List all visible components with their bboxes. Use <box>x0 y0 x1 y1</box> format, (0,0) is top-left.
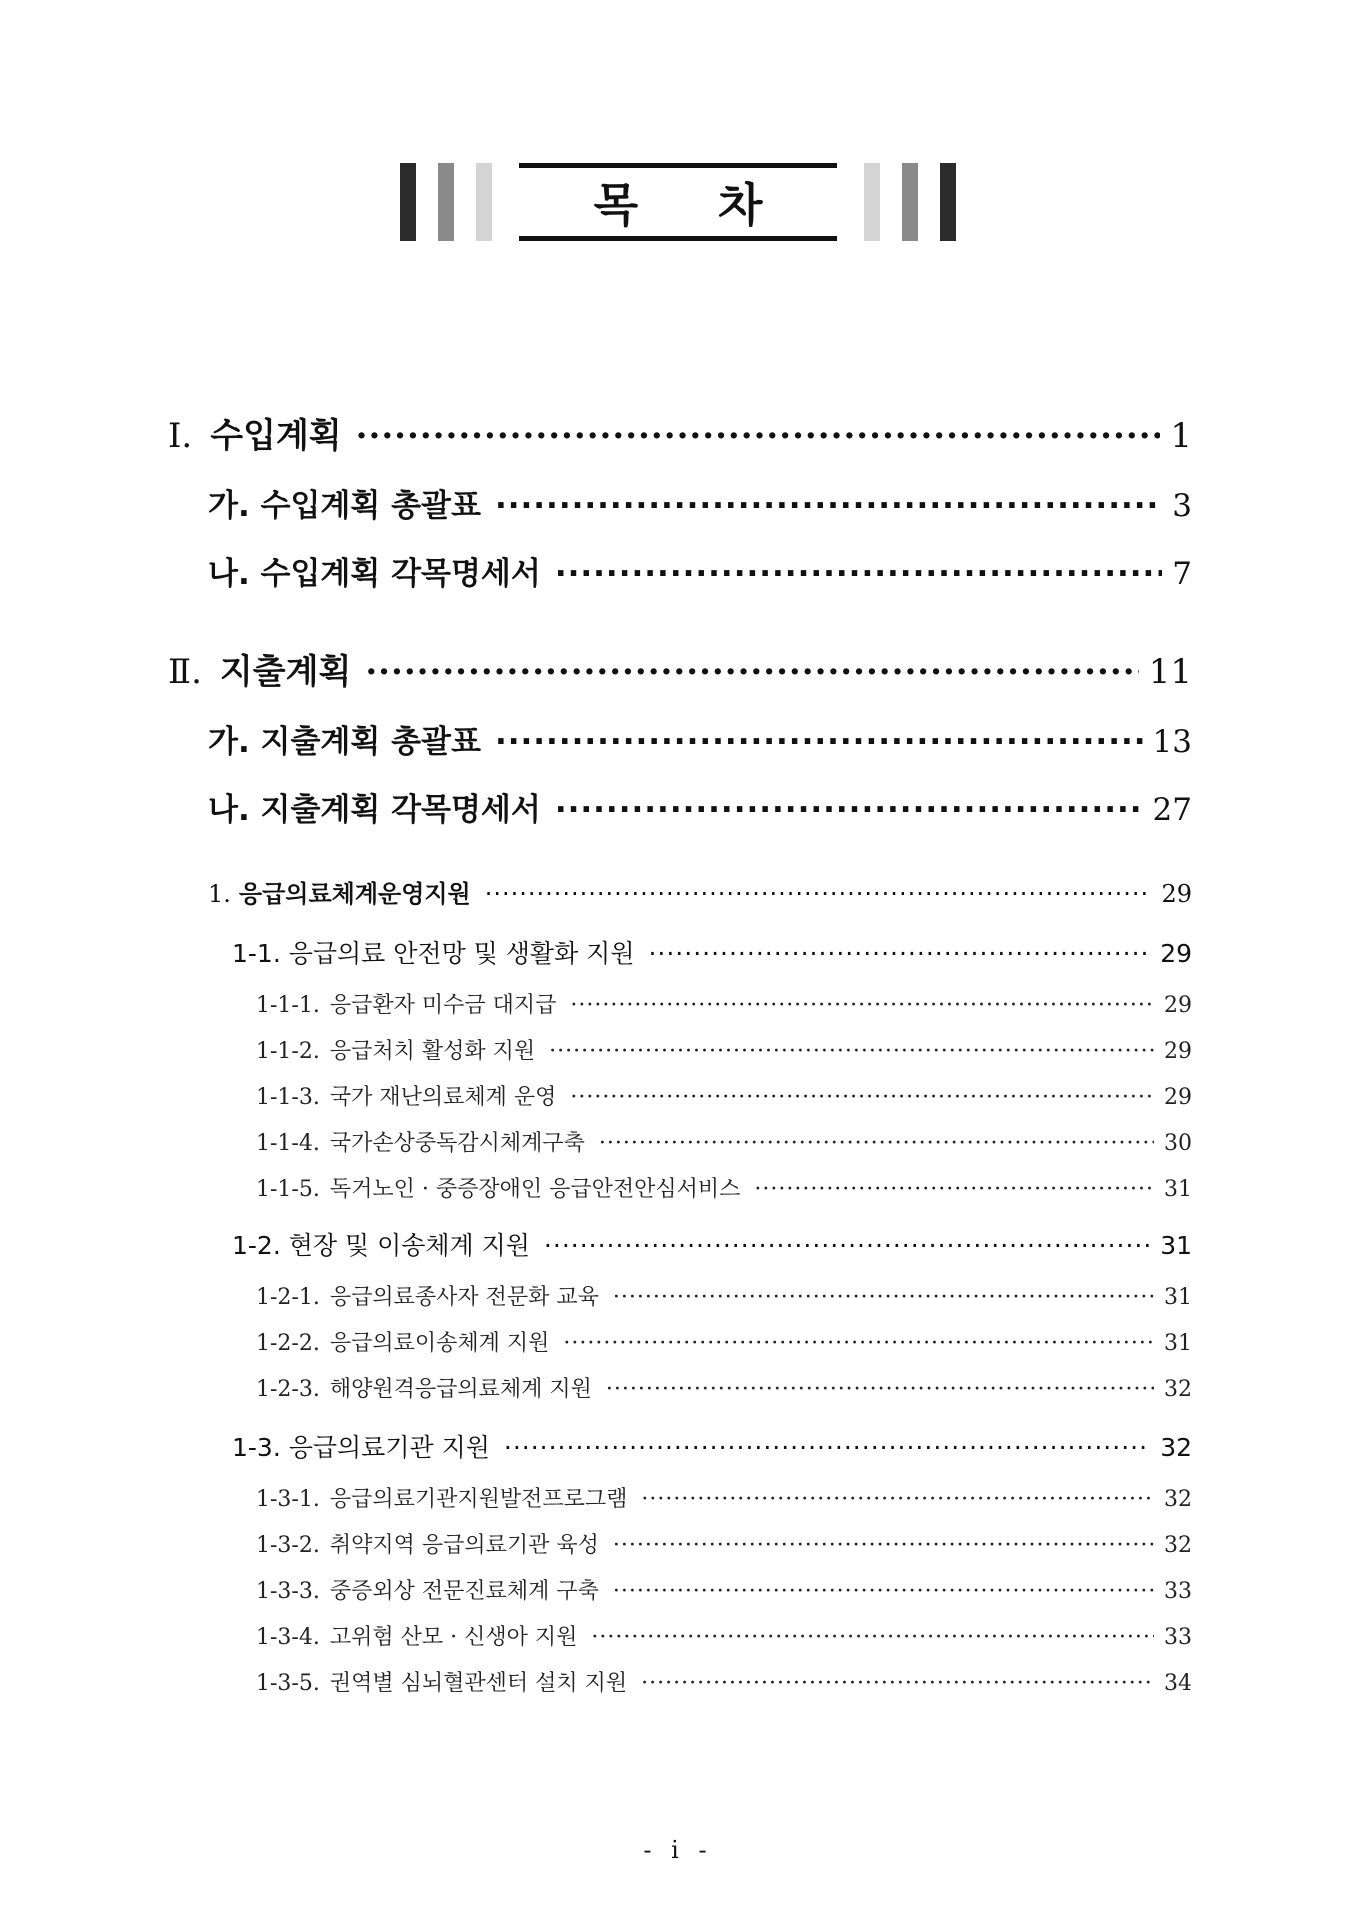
toc-section-title: 지출계획 <box>219 652 352 692</box>
toc-page-number: 29 <box>1161 880 1192 908</box>
toc-item-number: 1-1-2. <box>256 1039 320 1064</box>
page-title: 목차 <box>593 178 843 232</box>
toc-entry-2-b[interactable] <box>208 784 1192 829</box>
toc-leader-dots <box>591 1625 1154 1650</box>
toc-item-1-1-1[interactable] <box>256 988 1192 1019</box>
toc-item-title: 국가 재난의료체계 운영 <box>329 1085 557 1110</box>
toc-page-number: 11 <box>1148 652 1192 692</box>
toc-leader-dots <box>495 488 1162 524</box>
toc-page-number: 31 <box>1164 1331 1192 1356</box>
toc-item-number: 1-3-4. <box>256 1625 320 1650</box>
toc-item-number: 1-3-2. <box>256 1533 320 1558</box>
toc-item-1-2[interactable] <box>232 1226 1192 1262</box>
toc-item-number: 1-1-4. <box>256 1131 320 1156</box>
toc-page-number: 29 <box>1164 1085 1192 1110</box>
toc-item-1-2-2[interactable] <box>256 1326 1192 1357</box>
toc-item-1-3[interactable] <box>232 1428 1192 1464</box>
toc-section-number: Ⅱ. <box>168 652 202 692</box>
toc-item-number: 1. <box>208 880 231 908</box>
toc-item-number: 1-3-5. <box>256 1671 320 1696</box>
toc-item-number: 1-2-1. <box>256 1285 320 1310</box>
toc-item-title: 응급의료종사자 전문화 교육 <box>329 1285 599 1310</box>
toc-leader-dots <box>613 1285 1154 1310</box>
toc-page-number: 32 <box>1164 1377 1192 1402</box>
toc-item-title: 해양원격응급의료체계 지원 <box>329 1377 592 1402</box>
toc-item-title: 1-3. 응급의료기관 지원 <box>232 1433 490 1462</box>
toc-item-title: 권역별 심뇌혈관센터 설치 지원 <box>329 1671 628 1696</box>
toc-leader-dots <box>754 1177 1154 1202</box>
banner-bar-left-3 <box>476 163 492 241</box>
banner-bar-right-1 <box>864 163 880 241</box>
toc-leader-dots <box>356 416 1161 456</box>
toc-page-number: 33 <box>1164 1579 1192 1604</box>
toc-item-number: 1-2-3. <box>256 1377 320 1402</box>
toc-page-number: 33 <box>1164 1625 1192 1650</box>
toc-item-title: 응급처치 활성화 지원 <box>329 1039 536 1064</box>
toc-item-1-1-4[interactable] <box>256 1126 1192 1157</box>
toc-page-number: 30 <box>1164 1131 1192 1156</box>
toc-item-title: 취약지역 응급의료기관 육성 <box>329 1533 599 1558</box>
toc-leader-dots <box>570 1085 1154 1110</box>
toc-section-2[interactable] <box>168 644 1192 693</box>
toc-item-1-2-1[interactable] <box>256 1280 1192 1311</box>
toc-item-1-2-3[interactable] <box>256 1372 1192 1403</box>
toc-leader-dots <box>555 556 1162 592</box>
toc-section-title: 수입계획 <box>210 416 342 456</box>
toc-page-number: 3 <box>1172 488 1192 524</box>
banner-bar-left-1 <box>400 163 416 241</box>
toc-item-number: 1-1-1. <box>256 993 320 1018</box>
toc-entry-title: 가. 수입계획 총괄표 <box>208 488 481 524</box>
toc-page-number: 1 <box>1170 416 1192 456</box>
toc-item-title: 국가손상중독감시체계구축 <box>329 1131 585 1156</box>
toc-item-number: 1-3-1. <box>256 1487 320 1512</box>
toc-leader-dots <box>641 1671 1154 1696</box>
toc-page-number: 29 <box>1164 1039 1192 1064</box>
toc-page-number: 31 <box>1164 1285 1192 1310</box>
toc-page-number: 32 <box>1164 1487 1192 1512</box>
toc-page-number: 31 <box>1160 1231 1192 1260</box>
toc-leader-dots <box>648 939 1150 968</box>
toc-page-number: 31 <box>1164 1177 1192 1202</box>
toc-item-1[interactable] <box>208 874 1192 909</box>
toc-entry-title: 나. 지출계획 각목명세서 <box>208 792 541 828</box>
toc-leader-dots <box>495 724 1143 760</box>
toc-page-number: 7 <box>1172 556 1192 592</box>
toc-item-number: 1-2-2. <box>256 1331 320 1356</box>
toc-leader-dots <box>544 1231 1150 1260</box>
toc-leader-dots <box>641 1487 1154 1512</box>
toc-entry-title: 나. 수입계획 각목명세서 <box>208 556 541 592</box>
toc-item-1-3-3[interactable] <box>256 1574 1192 1605</box>
toc-page-number: 29 <box>1164 993 1192 1018</box>
toc-page-number: 32 <box>1164 1533 1192 1558</box>
toc-item-title: 응급의료체계운영지원 <box>238 880 471 908</box>
toc-leader-dots <box>555 792 1143 828</box>
toc-leader-dots <box>606 1377 1154 1402</box>
toc-entry-1-a[interactable] <box>208 480 1192 525</box>
toc-page-number: 34 <box>1164 1671 1192 1696</box>
toc-item-title: 1-2. 현장 및 이송체계 지원 <box>232 1231 530 1260</box>
toc-item-1-1[interactable] <box>232 934 1192 970</box>
toc-leader-dots <box>613 1533 1154 1558</box>
toc-item-title: 응급의료기관지원발전프로그램 <box>329 1487 628 1512</box>
banner-bar-right-2 <box>902 163 918 241</box>
toc-item-1-1-2[interactable] <box>256 1034 1192 1065</box>
toc-leader-dots <box>365 652 1138 692</box>
toc-item-title: 1-1. 응급의료 안전망 및 생활화 지원 <box>232 939 635 968</box>
toc-page-number: 32 <box>1160 1433 1192 1462</box>
toc-item-title: 중증외상 전문진료체계 구축 <box>329 1579 599 1604</box>
toc-item-1-3-2[interactable] <box>256 1528 1192 1559</box>
toc-entry-title: 가. 지출계획 총괄표 <box>208 724 481 760</box>
toc-page-number: 27 <box>1152 792 1192 828</box>
toc-entry-2-a[interactable] <box>208 716 1192 761</box>
toc-item-1-1-3[interactable] <box>256 1080 1192 1111</box>
toc-item-1-3-1[interactable] <box>256 1482 1192 1513</box>
toc-item-number: 1-3-3. <box>256 1579 320 1604</box>
toc-leader-dots <box>485 880 1152 908</box>
page-title-box <box>519 163 843 241</box>
toc-item-1-3-5[interactable] <box>256 1666 1192 1697</box>
toc-leader-dots <box>563 1331 1154 1356</box>
toc-leader-dots <box>599 1131 1154 1156</box>
toc-leader-dots <box>613 1579 1154 1604</box>
banner-bar-right-3 <box>940 163 956 241</box>
toc-leader-dots <box>504 1433 1150 1462</box>
toc-leader-dots <box>549 1039 1154 1064</box>
toc-page-number: 29 <box>1160 939 1192 968</box>
toc-page-number: 13 <box>1152 724 1192 760</box>
page-footer-number: - i - <box>643 1836 713 1864</box>
toc-item-number: 1-1-3. <box>256 1085 320 1110</box>
toc-item-1-1-5[interactable] <box>256 1172 1192 1203</box>
toc-item-title: 고위험 산모 · 신생아 지원 <box>329 1625 578 1650</box>
toc-item-title: 응급환자 미수금 대지급 <box>329 993 557 1018</box>
title-banner <box>400 163 956 241</box>
toc-item-title: 응급의료이송체계 지원 <box>329 1331 550 1356</box>
banner-bar-left-2 <box>438 163 454 241</box>
toc-item-number: 1-1-5. <box>256 1177 320 1202</box>
toc-item-1-3-4[interactable] <box>256 1620 1192 1651</box>
toc-section-1[interactable] <box>168 408 1192 457</box>
toc-leader-dots <box>570 993 1154 1018</box>
toc-item-title: 독거노인 · 중증장애인 응급안전안심서비스 <box>329 1177 741 1202</box>
toc-entry-1-b[interactable] <box>208 548 1192 593</box>
toc-section-number: Ⅰ. <box>168 416 193 456</box>
